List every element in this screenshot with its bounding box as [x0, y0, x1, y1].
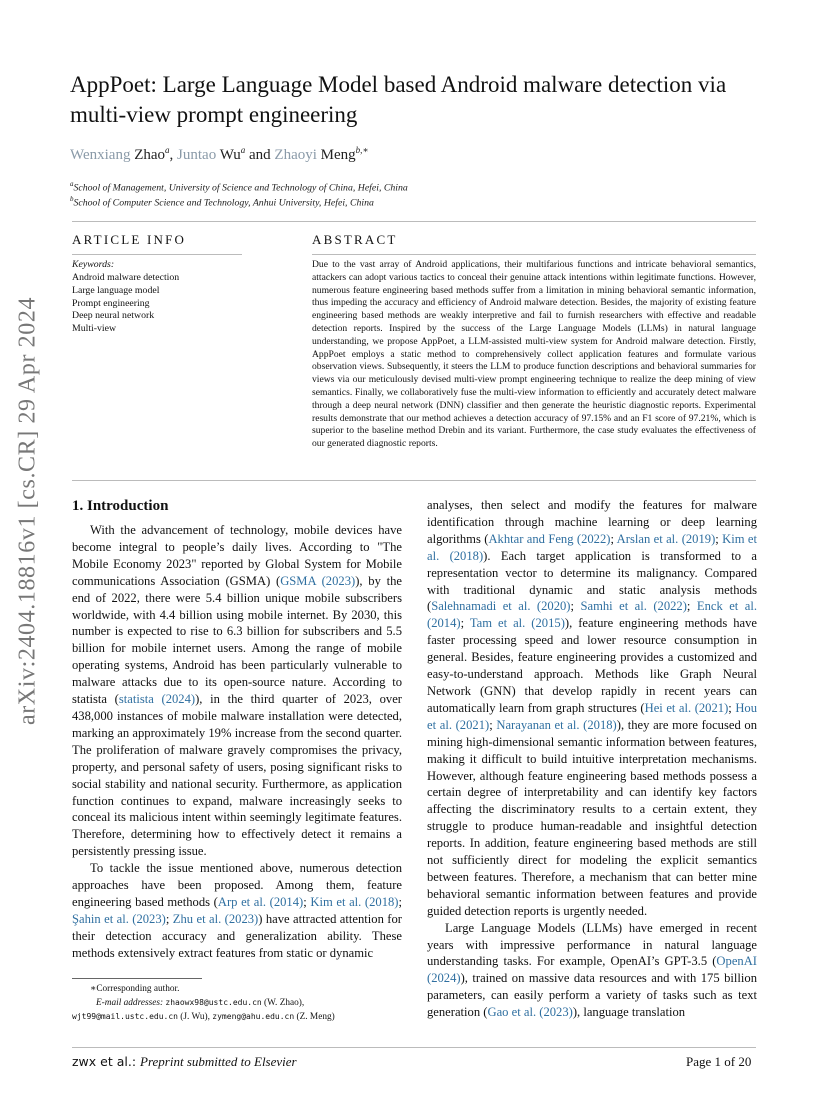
divider — [72, 254, 242, 255]
citation-link[interactable]: Tam et al. (2015) — [469, 616, 565, 631]
author-affiliation-marker: a — [165, 145, 170, 155]
citation-link[interactable]: Zhu et al. (2023) — [172, 911, 259, 926]
affiliation-a — [70, 180, 408, 193]
author-separator: and — [245, 147, 275, 163]
citation-link[interactable]: Akhtar and Feng (2022) — [488, 531, 611, 546]
body-text: ), trained on massive data resources and with 175 billion parameters, can easily perform a variety of tasks such as text generation ( — [427, 971, 757, 1020]
author-given-name: Zhaoyi — [274, 147, 321, 163]
footer-left — [72, 1054, 297, 1070]
footnote — [72, 983, 402, 1024]
body-text: ; — [686, 599, 697, 614]
arxiv-identifier — [8, 296, 48, 726]
keyword-item: Multi-view — [72, 323, 117, 335]
body-column-left — [72, 522, 402, 962]
page-number: Page 1 of 20 — [686, 1054, 752, 1069]
citation-link[interactable]: Hou et al. (2021) — [427, 700, 758, 732]
affiliation-text: School of Management, University of Science and Technology of China, Hefei, China — [73, 182, 408, 194]
body-column-right — [427, 497, 757, 1021]
body-paragraph — [72, 522, 402, 860]
abstract-text: Due to the vast array of Android applications, their multifarious functions and intricate behavioral semantics, attackers can adopt various tactics to conceal their genuine attack intentions within legitimate functions. However, numerous feature engineering based methods suffer from a limitation in mining behavioral semantic information, thus impeding the accuracy and efficiency of Android malware detection. Besides, the majority of existing feature engineering based methods are weakly interpretive and fail to furnish researchers with effective and readable detection reports. Inspired by the success of the Large Language Models (LLMs) in natural language understanding, we propose AppPoet, a LLM-assisted multi-view system for Android malware detection. Firstly, AppPoet employs a static method to comprehensively collect application features and formulate various observation views. Subsequently, it steers the LLM to produce function descriptions and behavioral summaries for views via our meticulously devised multi-view prompt engineering technique to realize the deep mining of view semantics. Finally, we collaboratively fuse the multi-view information to efficiently and accurately detect malware through a deep neural network (DNN) classifier and then generate the heuristic diagnostic reports. Experimental results demonstrate that our method achieves a detection accuracy of 97.15% and an F1 score of 97.21%, which is superior to the baseline method Drebin and its variant. Furthermore, the case study evaluates the effectiveness of our generated diagnostic reports. — [312, 259, 756, 450]
body-text: With the advancement of technology, mobile devices have become integral to people’s daily lives. According to "The Mobile Economy 2023" reported by Global System for Mobile communications Association (GSMA) ( — [72, 523, 402, 588]
email-address[interactable]: zymeng@ahu.edu.cn — [212, 1012, 295, 1021]
email-line — [72, 1010, 402, 1024]
keywords-list — [72, 272, 179, 336]
email-line — [72, 996, 402, 1010]
body-text: ), language translation — [572, 1005, 686, 1020]
citation-link[interactable]: Şahin et al. (2023) — [72, 911, 166, 926]
divider — [72, 480, 756, 481]
citation-link[interactable]: Salehnamadi et al. (2020) — [431, 599, 571, 614]
body-text: ; — [460, 616, 470, 631]
citation-link[interactable]: Hei et al. (2021) — [644, 700, 729, 715]
email-address[interactable]: zhaowx98@ustc.edu.cn — [165, 998, 262, 1007]
author-given-name: Wenxiang — [70, 147, 135, 163]
divider — [312, 254, 756, 255]
author-separator: , — [169, 147, 178, 163]
body-text: ) have attracted attention for their detection accuracy and generalization ability. These methods extensively extract features from static or dynamic — [72, 911, 402, 960]
email-label: E-mail addresses: — [96, 998, 164, 1008]
citation-link[interactable]: OpenAI (2024) — [427, 954, 757, 986]
affiliation-b — [70, 195, 374, 208]
footer-rule — [72, 1047, 756, 1048]
corresponding-author-note: ∗Corresponding author. — [90, 984, 180, 994]
citation-link[interactable]: statista (2024) — [118, 692, 196, 707]
body-paragraph — [427, 920, 757, 1021]
citation-link[interactable]: Kim et al. (2018) — [310, 894, 399, 909]
author-family-name: Zhao — [134, 147, 166, 163]
footnote-rule — [72, 978, 202, 979]
body-text: ; — [728, 700, 736, 715]
article-info-heading: ARTICLE INFO — [72, 232, 187, 247]
author-family-name: Meng — [320, 147, 356, 163]
body-text: ; — [610, 531, 617, 546]
citation-link[interactable]: Enck et al. (2014) — [427, 599, 757, 631]
keyword-item: Android malware detection — [72, 272, 180, 283]
citation-link[interactable]: Narayanan et al. (2018) — [496, 717, 617, 732]
section-heading-introduction: 1. Introduction — [72, 498, 169, 514]
keywords-label: Keywords: — [72, 259, 115, 270]
author-list — [70, 145, 369, 164]
body-text: ), by the end of 2022, there were 5.4 billion unique mobile subscribers worldwide, with 4.4 billion using mobile internet. By 2030, this number is expected to rise to 6.3 billion for subscribers and 5.5 billion for mobile internet users. Among the range of mobile operating systems, Android has been particularly vulnerable to malware attacks due to its open-source nature. According to statista ( — [72, 573, 402, 707]
keyword-item: Deep neural network — [72, 310, 155, 322]
email-owner: (W. Zhao), — [261, 998, 305, 1008]
divider — [72, 221, 756, 222]
affiliation-text: School of Computer Science and Technology, Anhui University, Hefei, China — [73, 197, 374, 209]
body-text: ; — [303, 894, 311, 909]
body-text: ), in the third quarter of 2023, over 438,000 instances of mobile malware installation were detected, marking an approximately 19% increase from the second quarter. The proliferation of malware gravely compromises the privacy, property, and personal safety of users, posing significant risks to social stability and national security. Furthermore, as application function continues to expand, malware increasingly seeks to conceal its malicious intent within seemingly legitimate features. Therefore, determining how to effectively detect it remains a persistently pressing issue. — [72, 692, 402, 859]
body-text: ), feature engineering methods have faster processing speed and lower resource consumption in general. Besides, feature engineering provides a customized and easy-to-understand approach. Methods like Graph Neural Network (GNN) that develop rapidly in recent years can automatically learn from graph structures ( — [427, 616, 758, 715]
body-text: ), they are more focused on mining high-dimensional semantic information between features, making it difficult to build intuitive interpretation mechanisms. However, although feature engineering based methods possess a certain degree of interpretability and can identify key factors affecting the discriminatory results to a certain extent, they struggle to produce human-readable and insightful detection reports. In addition, feature engineering based methods are still not sufficiently direct for modeling the explicit semantics between features. Therefore, a mechanism that can better mine behavioral semantic information between features and provide guided detection reports is urgently needed. — [427, 717, 758, 918]
body-text: To tackle the issue mentioned above, numerous detection approaches have been proposed. Among them, feature engineering based methods ( — [72, 861, 402, 909]
arxiv-id-text: arXiv:2404.18816v1 [cs.CR] 29 Apr 2024 — [14, 296, 41, 726]
body-text: ; — [715, 531, 723, 546]
citation-link[interactable]: Kim et al. (2018) — [427, 531, 757, 563]
citation-link[interactable]: Arp et al. (2014) — [217, 894, 304, 909]
email-address[interactable]: wjt99@mail.ustc.edu.cn — [72, 1012, 178, 1021]
author-affiliation-marker: b,∗ — [355, 145, 369, 155]
affiliation-marker: a — [70, 180, 74, 188]
body-text: ). Each target application is transformed to a representation vector to determine its malignancy. Compared with traditional dynamic and static analysis methods ( — [427, 548, 758, 614]
body-text: ; — [489, 717, 497, 732]
footer-journal: Preprint submitted to Elsevier — [140, 1054, 297, 1069]
citation-link[interactable]: Samhi et al. (2022) — [580, 599, 687, 614]
keyword-item: Large language model — [72, 284, 160, 296]
footer-author: zwx et al.: — [72, 1054, 141, 1069]
author-given-name: Juntao — [177, 147, 220, 163]
citation-link[interactable]: Arslan et al. (2019) — [616, 531, 716, 546]
body-paragraph — [72, 860, 402, 961]
body-text: ; — [165, 911, 173, 926]
email-owner: (Z. Meng) — [294, 1012, 335, 1022]
body-text: ; — [570, 599, 581, 614]
citation-link[interactable]: Gao et al. (2023) — [487, 1005, 573, 1020]
paper-title: AppPoet: Large Language Model based Android malware detection via multi-view prompt engineering — [70, 72, 727, 127]
citation-link[interactable]: GSMA (2023) — [280, 573, 356, 588]
body-paragraph — [427, 497, 757, 920]
body-text: Large Language Models (LLMs) have emerged in recent years with impressive performance in natural language understanding tasks. For example, OpenAI’s GPT-3.5 ( — [427, 920, 757, 969]
affiliation-marker: b — [70, 195, 74, 203]
body-text: ; — [398, 894, 402, 909]
author-family-name: Wu — [219, 147, 241, 163]
author-affiliation-marker: a — [240, 145, 246, 155]
body-text: analyses, then select and modify the features for malware identification through machine learning or deep learning algorithms ( — [427, 498, 757, 546]
email-owner: (J. Wu), — [177, 1012, 213, 1022]
keyword-item: Prompt engineering — [72, 297, 150, 309]
abstract-heading: ABSTRACT — [312, 232, 398, 247]
